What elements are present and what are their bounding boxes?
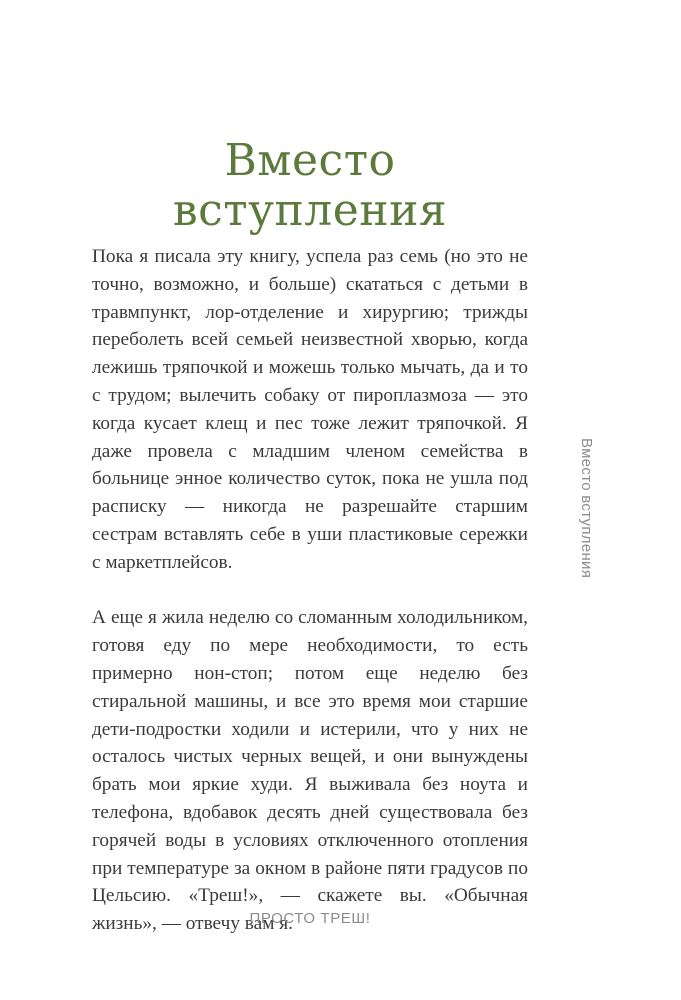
footer-book-title: ПРОСТО ТРЕШ! (249, 910, 371, 927)
paragraph: Пока я писала эту книгу, успела раз семь (но это не точно, возможно, и больше) скататься с детьми в травмпункт, лор-отделение и хирургию; трижды переболеть всей семьей неизвестной хворью, когда лежишь тряпочкой и можешь только мычать, да и то с трудом; вылечить собаку от пироплазмоза — это когда кусает клещ и пес тоже лежит тряпочкой. Я даже провела с младшим членом семейства в больнице энное количество суток, пока не ушла под расписку — никогда не разрешайте старшим сестрам вставлять себе в уши пластиковые сережки с маркетплейсов. (92, 246, 528, 573)
chapter-title (100, 136, 520, 236)
chapter-title-line2: вступления (172, 185, 448, 236)
paragraph: А еще я жила неделю со сломанным холодильником, готовя еду по мере необходимости, то есть примерно нон-стоп; потом еще неделю без стиральной машины, и все это время мои старшие дети-подростки ходили и истерили, что у них не осталось чистых черных вещей, и они вынуждены брать мои яркие худи. Я выживала без ноута и телефона, вдобавок десять дней существовала без горячей воды в условиях отключенного отопления при температуре за окном в районе пяти градусов по Цельсию. «Треш!», — скажете вы. «Обычная жизнь», — отвечу вам я. (92, 607, 528, 935)
running-head: Вместо вступления (578, 438, 595, 579)
chapter-title-line1: Вместо (224, 135, 396, 186)
chapter-body (92, 243, 528, 938)
